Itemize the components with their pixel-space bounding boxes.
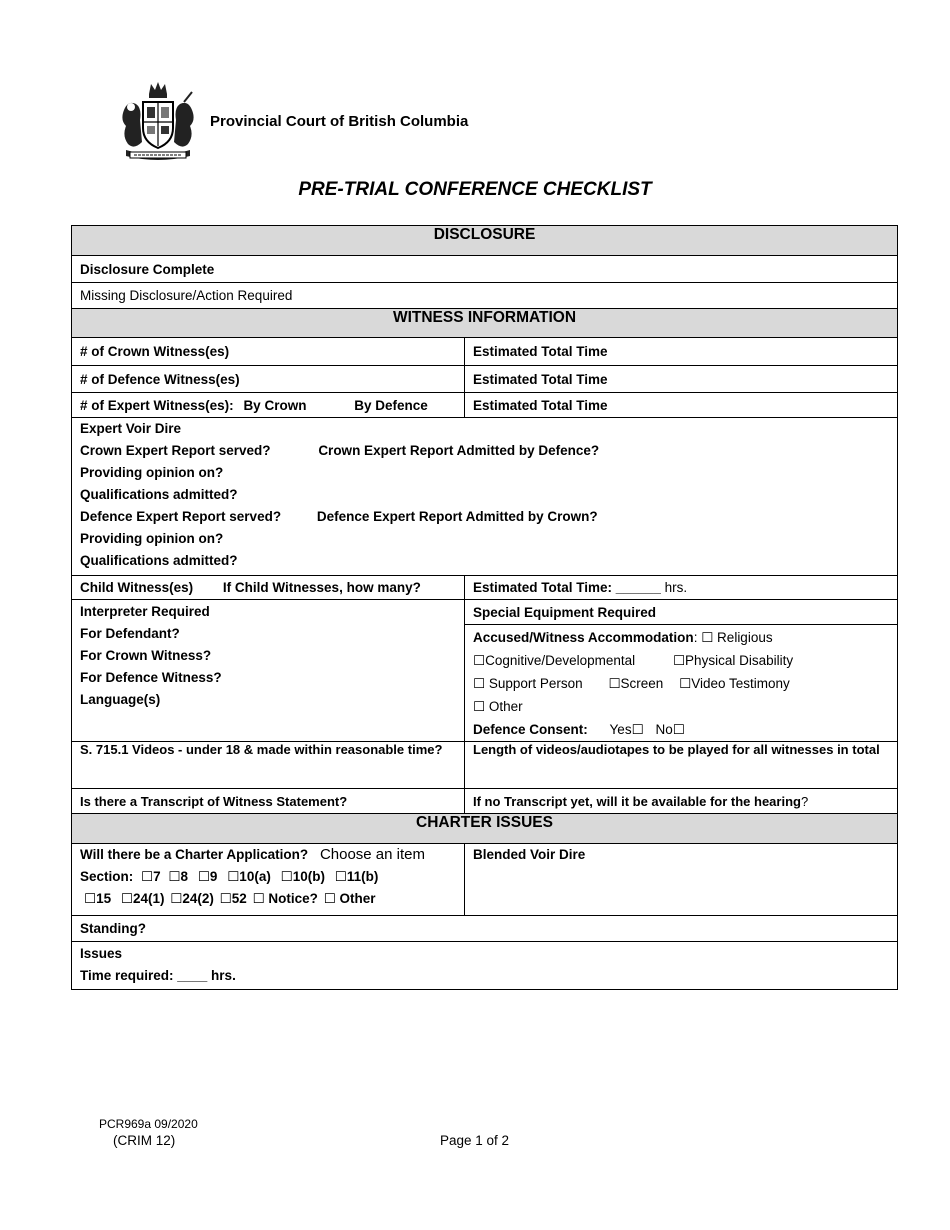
royal-coat-of-arms-icon bbox=[118, 80, 198, 162]
section-label: Section: bbox=[80, 869, 134, 884]
expert-witness-label: # of Expert Witness(es): bbox=[80, 397, 234, 413]
form-category: (CRIM 12) bbox=[113, 1133, 176, 1148]
page-number: Page 1 of 2 bbox=[440, 1133, 510, 1148]
interpreter-block[interactable] bbox=[72, 600, 465, 742]
for-defence-witness-label: For Defence Witness? bbox=[80, 670, 222, 685]
defence-witness-time-field[interactable]: Estimated Total Time bbox=[465, 366, 898, 393]
section-52-checkbox[interactable]: ☐52 bbox=[219, 891, 247, 906]
no-transcript-label: If no Transcript yet, will it be available for the hearing bbox=[473, 793, 801, 809]
est-time-label: Estimated Total Time: ______ bbox=[473, 580, 661, 595]
defence-report-served-label: Defence Expert Report served? bbox=[80, 509, 282, 524]
religious-checkbox[interactable]: ☐ Religious bbox=[701, 630, 773, 645]
charter-choose-dropdown[interactable]: Choose an item bbox=[319, 846, 425, 863]
transcript-field[interactable]: Is there a Transcript of Witness Statement? bbox=[72, 789, 465, 814]
special-equipment-field[interactable]: Special Equipment Required bbox=[465, 600, 898, 625]
standing-field[interactable]: Standing? bbox=[72, 916, 898, 942]
physical-disability-checkbox[interactable]: ☐Physical Disability bbox=[672, 653, 794, 668]
hrs-label: hrs. bbox=[664, 580, 688, 595]
accommodation-label: Accused/Witness Accommodation bbox=[473, 630, 694, 645]
section-11b-checkbox[interactable]: ☐11(b) bbox=[334, 869, 379, 884]
video-testimony-checkbox[interactable]: ☐Video Testimony bbox=[679, 676, 790, 691]
blended-voir-dire-field[interactable]: Blended Voir Dire bbox=[465, 844, 898, 916]
section-10a-checkbox[interactable]: ☐10(a) bbox=[227, 869, 271, 884]
expert-witness-count-field[interactable] bbox=[72, 393, 465, 418]
issues-block[interactable] bbox=[72, 942, 898, 990]
section-24-1-checkbox[interactable]: ☐24(1) bbox=[120, 891, 165, 906]
screen-checkbox[interactable]: ☐Screen bbox=[608, 676, 664, 691]
consent-no-checkbox[interactable]: No☐ bbox=[655, 722, 685, 737]
defence-witness-count-field[interactable]: # of Defence Witness(es) bbox=[72, 366, 465, 393]
transcript-availability-field[interactable]: If no Transcript yet, will it be available for the hearing? bbox=[465, 789, 898, 814]
crown-witness-time-field[interactable]: Estimated Total Time bbox=[465, 338, 898, 366]
page-title: PRE-TRIAL CONFERENCE CHECKLIST bbox=[298, 179, 652, 200]
child-how-many-label: If Child Witnesses, how many? bbox=[222, 580, 421, 595]
defence-report-admitted-label: Defence Expert Report Admitted by Crown? bbox=[316, 509, 598, 524]
interpreter-required-label: Interpreter Required bbox=[80, 604, 210, 619]
crown-report-served-label: Crown Expert Report served? bbox=[80, 443, 271, 458]
section-8-checkbox[interactable]: ☐8 bbox=[168, 869, 189, 884]
section-header-charter: CHARTER ISSUES bbox=[72, 814, 898, 844]
time-required-label: Time required: ____ hrs. bbox=[80, 968, 236, 983]
section-header-witness: WITNESS INFORMATION bbox=[72, 309, 898, 338]
section-7-checkbox[interactable]: ☐7 bbox=[141, 869, 161, 884]
for-crown-witness-label: For Crown Witness? bbox=[80, 648, 212, 663]
other-section-checkbox[interactable]: ☐ Other bbox=[323, 891, 376, 906]
section-24-2-checkbox[interactable]: ☐24(2) bbox=[170, 891, 214, 906]
expert-voir-dire-label: Expert Voir Dire bbox=[80, 421, 182, 436]
crown-report-admitted-label: Crown Expert Report Admitted by Defence? bbox=[318, 443, 600, 458]
cognitive-checkbox[interactable]: ☐Cognitive/Developmental bbox=[473, 653, 636, 668]
disclosure-complete-field[interactable]: Disclosure Complete bbox=[72, 256, 898, 283]
form-code: PCR969a 09/2020 bbox=[99, 1117, 198, 1131]
child-witness-field[interactable] bbox=[72, 576, 465, 600]
defence-providing-opinion-label: Providing opinion on? bbox=[80, 531, 224, 546]
video-length-field[interactable]: Length of videos/audiotapes to be played for all witnesses in total bbox=[465, 742, 898, 789]
checklist-table bbox=[71, 225, 898, 990]
charter-application-block bbox=[72, 844, 465, 916]
charter-application-label: Will there be a Charter Application? bbox=[80, 847, 309, 862]
crown-qualifications-label: Qualifications admitted? bbox=[80, 487, 238, 502]
section-10b-checkbox[interactable]: ☐10(b) bbox=[280, 869, 325, 884]
s715-videos-field[interactable]: S. 715.1 Videos - under 18 & made within reasonable time? bbox=[72, 742, 465, 789]
consent-yes-checkbox[interactable]: Yes☐ bbox=[609, 722, 644, 737]
crown-witness-count-field[interactable]: # of Crown Witness(es) bbox=[72, 338, 465, 366]
by-defence-label: By Defence bbox=[354, 397, 428, 413]
notice-checkbox[interactable]: ☐ Notice? bbox=[252, 891, 318, 906]
defence-qualifications-label: Qualifications admitted? bbox=[80, 553, 238, 568]
child-witness-time-field[interactable] bbox=[465, 576, 898, 600]
section-15-checkbox[interactable]: ☐15 bbox=[84, 891, 112, 906]
expert-witness-time-field[interactable]: Estimated Total Time bbox=[465, 393, 898, 418]
other-accommodation-checkbox[interactable]: ☐ Other bbox=[473, 699, 523, 714]
accommodation-block: Accused/Witness Accommodation: ☐ Religious ☐Cognitive/Developmental ☐Physical Disability ☐ Support Person ☐Screen ☐Video Testimony ☐ Other Defence Consent: Yes☐ No☐ bbox=[465, 625, 898, 742]
court-name: Provincial Court of British Columbia bbox=[210, 113, 469, 130]
section-9-checkbox[interactable]: ☐9 bbox=[197, 869, 218, 884]
defence-consent-label: Defence Consent: bbox=[473, 722, 588, 737]
section-header-disclosure: DISCLOSURE bbox=[72, 226, 898, 256]
issues-label: Issues bbox=[80, 946, 123, 961]
languages-label: Language(s) bbox=[80, 692, 161, 707]
missing-disclosure-field[interactable]: Missing Disclosure/Action Required bbox=[72, 283, 898, 309]
crown-providing-opinion-label: Providing opinion on? bbox=[80, 465, 224, 480]
support-person-checkbox[interactable]: ☐ Support Person bbox=[473, 676, 583, 691]
for-defendant-label: For Defendant? bbox=[80, 626, 180, 641]
child-witness-label: Child Witness(es) bbox=[80, 580, 194, 595]
by-crown-label: By Crown bbox=[243, 397, 307, 413]
expert-voir-dire-block[interactable] bbox=[72, 418, 898, 576]
